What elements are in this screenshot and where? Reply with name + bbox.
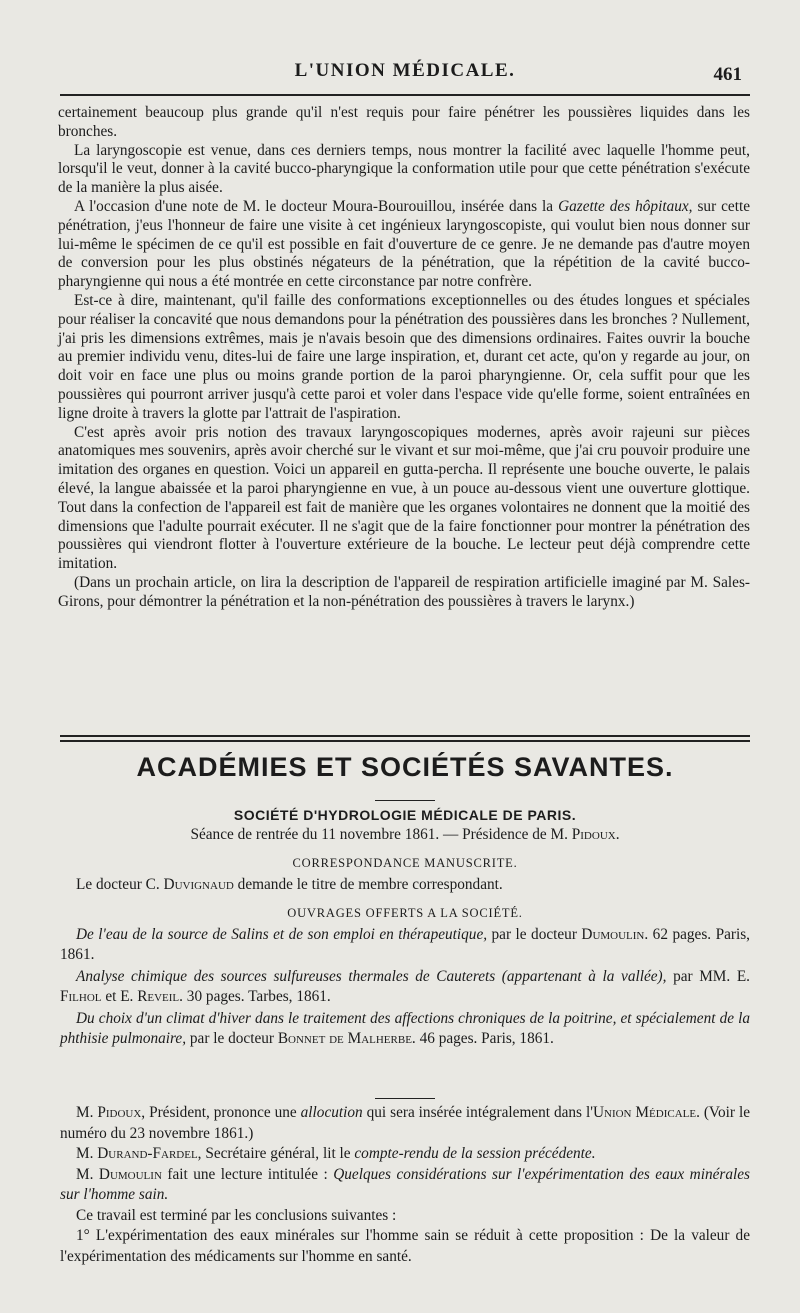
paragraph-3-start: A l'occasion d'une note de M. le docteur Moura-Bourouillou, insérée dans la xyxy=(74,197,559,215)
minute-3-speaker: M. Dumoulin xyxy=(76,1165,162,1183)
correspondent-name: Duvignaud xyxy=(163,876,234,893)
header-rule xyxy=(60,94,750,96)
paragraph-4: Est-ce à dire, maintenant, qu'il faille des conformations exceptionnelles ou des études longues et spéciales pour réaliser la concavité que nous demandons pour la pénétration des poussières dans les bronches ? Nullement, j'ai pris les dimensions extrêmes, mais je n'avais besoin que des dimensions ordinaires. Faites ouvrir la bouche au premier individu venu, dites-lui de faire une large inspiration, et, durant cet acte, qu'on y regarde au jour, on doit voir en face une plus ou moins grande portion de la paroi pharyngienne. Or, cela suffit pour que les poussières qui pourront arriver jusqu'à cette paroi et voler dans l'espace vide qu'elle forme, soient entraînées en ligne droite à travers la glotte par l'attrait de l'aspiration. xyxy=(58,291,750,422)
minute-2 xyxy=(60,1144,750,1165)
correspondence-end: demande le titre de membre correspondant. xyxy=(233,876,503,893)
paragraph-1: certainement beaucoup plus grande qu'il n'est requis pour faire pénétrer les poussières liquides dans les bronches. xyxy=(58,104,750,140)
short-rule xyxy=(375,800,435,801)
correspondence-entry xyxy=(60,875,750,895)
works-heading: OUVRAGES OFFERTS A LA SOCIÉTÉ. xyxy=(287,906,523,920)
work-2-title: Analyse chimique des sources sulfureuses thermales de Cauterets (appartenant à la vallée), xyxy=(76,968,667,985)
section-heading: ACADÉMIES ET SOCIÉTÉS SAVANTES. xyxy=(136,752,674,782)
section-divider xyxy=(60,735,750,742)
minute-2-text: Secrétaire général, lit le xyxy=(201,1145,355,1162)
work-2-details: 30 pages. Tarbes, 1861. xyxy=(182,988,331,1005)
session-president: Pidoux. xyxy=(571,826,620,843)
society-name: SOCIÉTÉ D'HYDROLOGIE MÉDICALE DE PARIS. xyxy=(233,807,577,823)
session-line xyxy=(60,825,750,845)
correspondence-start: Le docteur C. xyxy=(76,876,164,893)
work-2-and: et E. xyxy=(101,988,138,1005)
correspondence-heading: CORRESPONDANCE MANUSCRITE. xyxy=(292,856,518,870)
minutes-rule xyxy=(375,1098,435,1099)
paragraph-2: La laryngoscopie est venue, dans ces derniers temps, nous montrer la facilité avec laquelle l'homme peut, lorsqu'il le veut, donner à la cavité bucco-pharyngique la conformation utile pour que cette pénétration s'exécute de la manière la plus aisée. xyxy=(58,141,750,197)
paragraph-3 xyxy=(58,198,750,292)
minute-2-speaker: M. Durand-Fardel, xyxy=(76,1145,202,1162)
work-3-title: Du choix d'un climat d'hiver dans le traitement des affections chroniques de la poitrine, et spécialement de la phthisie pulmonaire, xyxy=(60,1010,750,1047)
work-3-details: 46 pages. Paris, 1861. xyxy=(415,1030,554,1047)
paragraph-6: (Dans un prochain article, on lira la description de l'appareil de respiration artificielle imaginé par M. Sales-Girons, pour démontrer la pénétration et la non-pénétration des poussières à travers le larynx.) xyxy=(58,573,750,610)
minute-3-text: fait une lecture intitulée : xyxy=(161,1165,334,1183)
minute-2-italic: compte-rendu de la session précédente. xyxy=(354,1145,596,1162)
work-2-by: par MM. E. xyxy=(666,968,750,985)
minute-4: Ce travail est terminé par les conclusions suivantes : xyxy=(76,1206,397,1224)
session-text: Séance de rentrée du 11 novembre 1861. — Présidence de M. xyxy=(190,826,572,843)
minutes-block xyxy=(60,1098,750,1267)
minute-1-speaker: M. Pidoux, xyxy=(76,1104,146,1121)
work-1-by: par le docteur xyxy=(487,926,582,943)
paragraph-3-end: sur cette pénétration, j'eus l'honneur de faire une visite à cet ingénieux laryngoscopiste, qui voulut bien nous donner sur lui-même le spécimen de ce qu'il est possible en fait d'ouverture de ce genre. Je ne demande pas d'autre moyen de conversion pour les plus obstinés négateurs de la pénétration, que la répétition de la cavité bucco-pharyngienne qui nous a été montrée en cette circonstance par notre confrère. xyxy=(58,197,751,291)
work-entry-1 xyxy=(60,925,750,965)
work-2-author-2: Reveil. xyxy=(137,988,183,1005)
journal-citation: Gazette des hôpitaux, xyxy=(558,197,693,215)
work-2-author-1: Filhol xyxy=(60,988,102,1005)
minute-1-italic: allocution xyxy=(300,1104,363,1121)
minute-1-text-b: qui sera insérée intégralement dans l' xyxy=(362,1104,593,1121)
work-1-title: De l'eau de la source de Salins et de son emploi en thérapeutique, xyxy=(76,926,488,943)
journal-title: L'UNION MÉDICALE. xyxy=(294,60,516,81)
minute-1-text-a: Président, prononce une xyxy=(145,1104,301,1121)
minute-5: 1° L'expérimentation des eaux minérales sur l'homme sain se réduit à cette proposition : De la valeur de l'expérimentation des médicaments sur l'homme en santé. xyxy=(60,1227,750,1265)
running-head xyxy=(60,58,750,88)
minute-1-text-c: (Voir le numéro du 23 novembre 1861.) xyxy=(60,1104,750,1142)
minute-3 xyxy=(60,1165,750,1206)
work-3-author: Bonnet de Malherbe. xyxy=(277,1030,416,1047)
minute-3-italic: Quelques considérations sur l'expérimentation des eaux minérales sur l'homme sain. xyxy=(60,1165,750,1203)
society-report xyxy=(60,800,750,1051)
minute-1-journal: Union Médicale. xyxy=(592,1104,700,1121)
work-1-author: Dumoulin. xyxy=(581,926,649,943)
work-entry-2 xyxy=(60,967,750,1007)
work-1-details: 62 pages. Paris, 1861. xyxy=(60,926,750,963)
article-body xyxy=(58,104,750,612)
page-number: 461 xyxy=(713,64,742,85)
work-3-by: par le docteur xyxy=(186,1030,278,1047)
work-entry-3 xyxy=(60,1009,750,1049)
minute-1 xyxy=(60,1103,750,1144)
paragraph-5: C'est après avoir pris notion des travaux laryngoscopiques modernes, après avoir rajeuni sur pièces anatomiques mes souvenirs, après avoir cherché sur le vivant et sur moi-même, que j'ai cru pouvoir produire une imitation des organes en question. Voici un appareil en gutta-percha. Il représente une bouche ouverte, le palais élevé, la langue abaissée et la paroi pharyngienne en vue, à un pouce au-dessous vient une ouverture glottique. Tout dans la confection de l'appareil est fait de manière que les organes volontaires ne donnent que la moitié des dimensions que l'adulte pourrait exécuter. Il ne s'agit que de la faire fonctionner pour montrer la pénétration des poussières qui viendront flotter à l'ouverture extérieure de la bouche. Le lecteur peut déjà comprendre cette imitation. xyxy=(58,423,750,573)
